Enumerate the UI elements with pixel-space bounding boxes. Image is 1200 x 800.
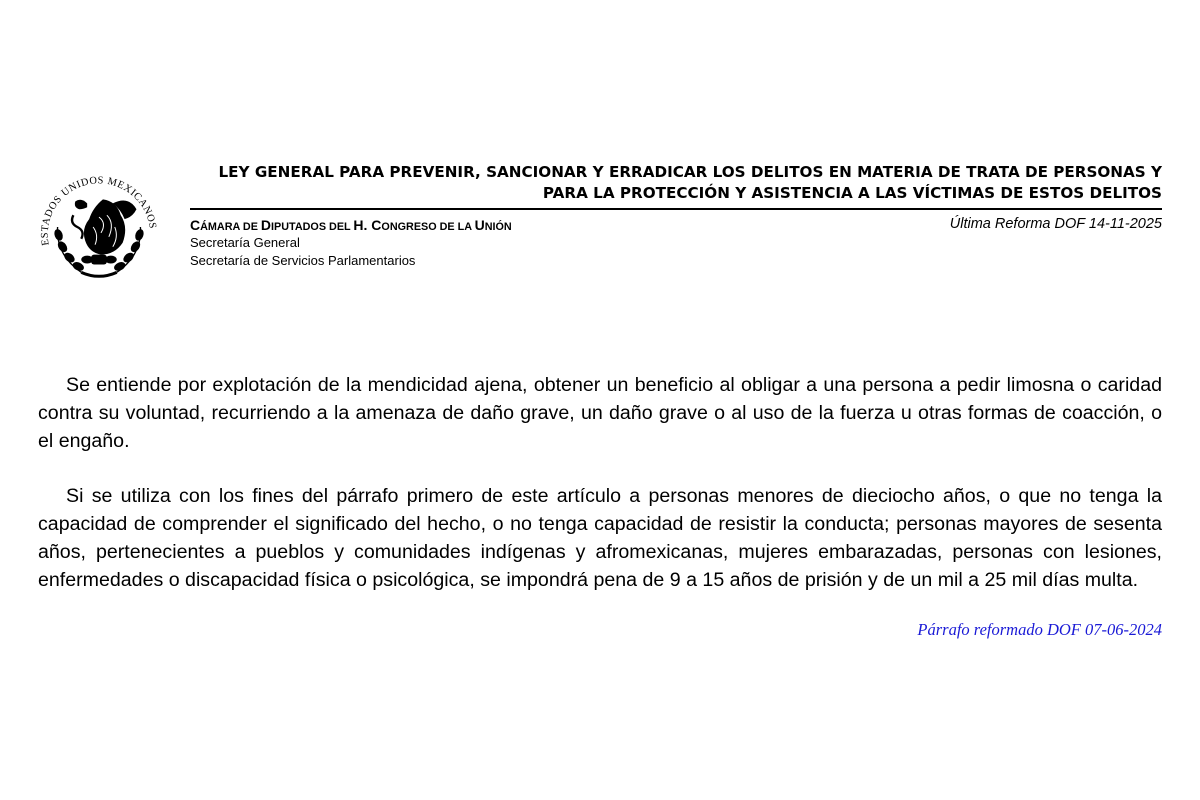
chamber-s4: NIÓN <box>484 221 512 233</box>
chamber-c2: D <box>260 217 272 233</box>
last-reform-date: Última Reforma DOF 14-11-2025 <box>949 216 1162 232</box>
chamber-c4: U <box>474 217 485 233</box>
law-title <box>190 162 1162 204</box>
paragraph-1: Se entiende por explotación de la mendicidad ajena, obtener un beneficio al obligar a una persona a pedir limosna o caridad contra su voluntad, recurriendo a la amenaza de daño grave, un daño grave o al uso de la fuerza u otras formas de coacción, o el engaño. <box>38 374 1162 452</box>
chamber-c1: C <box>190 217 201 233</box>
chamber-name <box>190 216 512 236</box>
chamber-s1: ÁMARA DE <box>200 221 261 233</box>
servicios-parlamentarios: Secretaría de Servicios Parlamentarios <box>190 253 416 268</box>
chamber-s3: ONGRESO DE LA <box>381 221 475 233</box>
law-title-line-2: PARA LA PROTECCIÓN Y ASISTENCIA A LAS VÍCTIMAS DE ESTOS DELITOS <box>542 184 1162 202</box>
chamber-s2: IPUTADOS DEL <box>271 221 354 233</box>
secretaria-general: Secretaría General <box>190 235 300 250</box>
svg-text:ESTADOS UNIDOS MEXICANOS: ESTADOS UNIDOS MEXICANOS <box>39 175 158 247</box>
reform-note: Párrafo reformado DOF 07-06-2024 <box>917 620 1162 639</box>
law-title-line-1: LEY GENERAL PARA PREVENIR, SANCIONAR Y ERRADICAR LOS DELITOS EN MATERIA DE TRATA DE PERSONAS Y <box>218 163 1162 181</box>
paragraph-2: Si se utiliza con los fines del párrafo primero de este artículo a personas menores de dieciocho años, o que no tenga la capacidad de comprender el significado del hecho, o no tenga capacidad de resistir la conducta; personas mayores de sesenta años, pertenecientes a pueblos y comunidades indígenas y afromexicanas, mujeres embarazadas, personas con lesiones, enfermedades o discapacidad física o psicológica, se impondrá pena de 9 a 15 años de prisión y de un mil a 25 mil días multa. <box>38 485 1162 591</box>
chamber-c3: H. C <box>353 217 382 233</box>
header-divider <box>190 208 1162 210</box>
coat-of-arms-seal-icon <box>30 158 168 296</box>
